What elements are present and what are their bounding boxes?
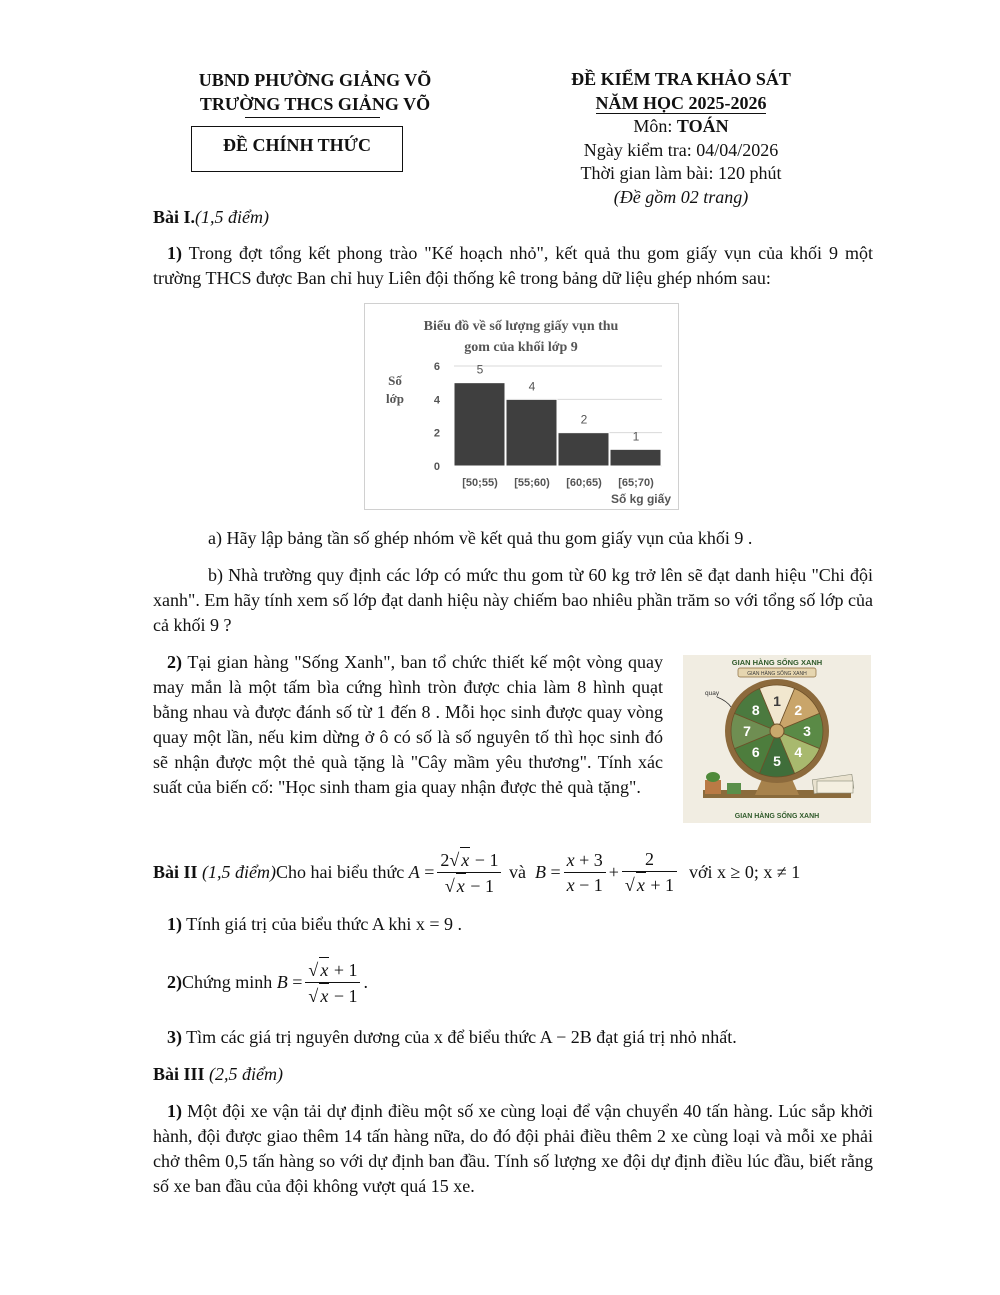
exam-date: Ngày kiểm tra: 04/04/2026 (583, 139, 779, 160)
x-tick-label: [65;70) (618, 477, 654, 489)
domain-condition: với x ≥ 0; x ≠ 1 (688, 861, 801, 882)
wheel-number: 3 (803, 723, 811, 739)
wheel-number: 4 (794, 744, 803, 761)
bai1-qb: b) Nhà trường quy định các lớp có mức thu gom từ 60 kg trở lên sẽ đạt danh hiệu "Chi đội xanh". Em hãy tính xem số lớp đạt danh hiệu này chiếm bao nhiêu phần trăm so với tổng số lớp của cả khối 9 ? (153, 565, 873, 635)
y-tick-label: 2 (433, 427, 440, 440)
x-tick-label: [50;55) (462, 477, 498, 489)
chart-title-line2: gom của khối lớp 9 (464, 340, 578, 355)
subject: TOÁN (676, 116, 729, 136)
bai3-heading: Bài III (2,5 điểm) (153, 1064, 284, 1084)
bar (506, 399, 557, 466)
bai1-q2: 2) Tại gian hàng "Sống Xanh", ban tổ chức thiết kế một vòng quay may mắn là một tấm bìa cứng hình tròn được chia làm 8 hình quạt bằng nhau và được đánh số từ 1 đến 8 . Mỗi học sinh được quay vòng quay một lần, nếu kim dừng ở ô có số là số nguyên tố thì học sinh đó sẽ nhận được một thẻ quà tặng là "Cây mầm yêu thương". Tính xác suất của biến cố: "Học sinh tham gia quay nhận được thẻ quà tặng". (153, 652, 663, 797)
official-label: ĐỀ CHÍNH THỨC (222, 135, 372, 155)
chart-title-line1: Biểu đồ về số lượng giấy vụn thu (423, 319, 619, 334)
y-tick-label: 0 (433, 461, 440, 473)
school-authority (160, 68, 470, 116)
wheel-number: 8 (751, 701, 760, 718)
pointer-label: quay (705, 690, 720, 697)
wheel-number: 1 (773, 693, 781, 709)
official-box (191, 126, 403, 172)
bai2-heading: Bài II (1,5 điểm) Cho hai biểu thức A = $\frac{2√ x - 1}{√ x - 1}$ và B = $\frac{x + 3}{x - 1}$ + $\frac{2}{√ x + 1}$ với x ≥ 0; x ≠ 1 (153, 844, 800, 900)
y-tick-label: 4 (433, 394, 440, 407)
y-axis-label-2: lớp (385, 391, 405, 406)
bai1-qa: a) Hãy lập bảng tần số ghép nhóm về kết quả thu gom giấy vụn của khối 9 . (208, 528, 753, 548)
bar (558, 433, 609, 466)
school-year: NĂM HỌC 2025-2026 (595, 92, 767, 113)
wheel-number: 2 (794, 701, 803, 718)
expr-b-term2: $\frac{2}{√ x + 1}$ (622, 847, 677, 897)
x-tick-label: [60;65) (566, 477, 602, 489)
expr-b-result: $\frac{√ x + 1}{√ x - 1}$ (305, 957, 360, 1008)
data-label: 2 (580, 412, 588, 427)
wheel-number: 7 (743, 723, 751, 739)
exam-duration: Thời gian làm bài: 120 phút (580, 163, 782, 183)
expr-a-var: A (404, 861, 420, 882)
x-axis-label: Số kg giấy (610, 492, 671, 506)
wheel-banner: GIAN HÀNG SỐNG XANH (747, 671, 807, 677)
subject-line: Môn: TOÁN (633, 116, 729, 136)
y-tick-label: 6 (433, 361, 440, 373)
expr-b-term1: $\frac{x + 3}{x - 1}$ (564, 848, 606, 897)
data-label: 4 (528, 379, 536, 394)
bar-chart (365, 304, 678, 509)
header-underline-left (245, 117, 380, 118)
bai1-q1: 1) Trong đợt tổng kết phong trào "Kế hoạch nhỏ", kết quả thu gom giấy vụn của khối 9 một trường THCS được Ban chỉ huy Liên đội thống kê trong bảng dữ liệu ghép nhóm sau: (153, 243, 873, 288)
school-name: TRƯỜNG THCS GIẢNG VÕ (199, 94, 431, 114)
wheel-number: 6 (751, 744, 760, 761)
lucky-wheel-illustration (683, 655, 871, 823)
authority-line: UBND PHƯỜNG GIẢNG VÕ (198, 70, 432, 90)
exam-title: ĐỀ KIỂM TRA KHẢO SÁT (571, 69, 791, 89)
bai1-heading: Bài I.(1,5 điểm) (153, 207, 269, 227)
bai2-q3: 3) Tìm các giá trị nguyên dương của x để biểu thức A − 2B đạt giá trị nhỏ nhất. (167, 1027, 737, 1047)
data-label: 5 (476, 362, 484, 377)
bai3-q1: 1) Một đội xe vận tải dự định điều một số xe cùng loại để vận chuyển 40 tấn hàng. Lúc sắp khởi hành, đội được giao thêm 14 tấn hàng nữa, do đó đội phải điều thêm 2 xe cùng loại và mỗi xe phải chở thêm 0,5 tấn hàng so với dự định ban đầu. Tính số lượng xe đội dự định điều lúc đầu, biết rằng số xe ban đầu của đội không vượt quá 15 xe. (153, 1101, 873, 1196)
page-count: (Đề gồm 02 trang) (613, 186, 749, 207)
exam-info (540, 68, 822, 209)
chart-frame (364, 303, 679, 510)
bai2-q2: 2) Chứng minh B = $\frac{√ x + 1}{√ x - 1}$ . (167, 954, 368, 1010)
y-axis-label-1: Số (388, 373, 402, 388)
data-label: 1 (632, 429, 640, 444)
wheel-number: 5 (773, 753, 781, 769)
bar (454, 383, 505, 466)
wheel-title: GIAN HÀNG SỐNG XANH (731, 658, 823, 667)
bar (610, 449, 661, 466)
wheel-footer: GIAN HÀNG SỐNG XANH (734, 813, 820, 820)
expr-a: $\frac{2√ x - 1}{√ x - 1}$ (437, 847, 501, 898)
bai2-q1: 1) Tính giá trị của biểu thức A khi x = 9 . (167, 914, 463, 934)
x-tick-label: [55;60) (514, 477, 550, 489)
